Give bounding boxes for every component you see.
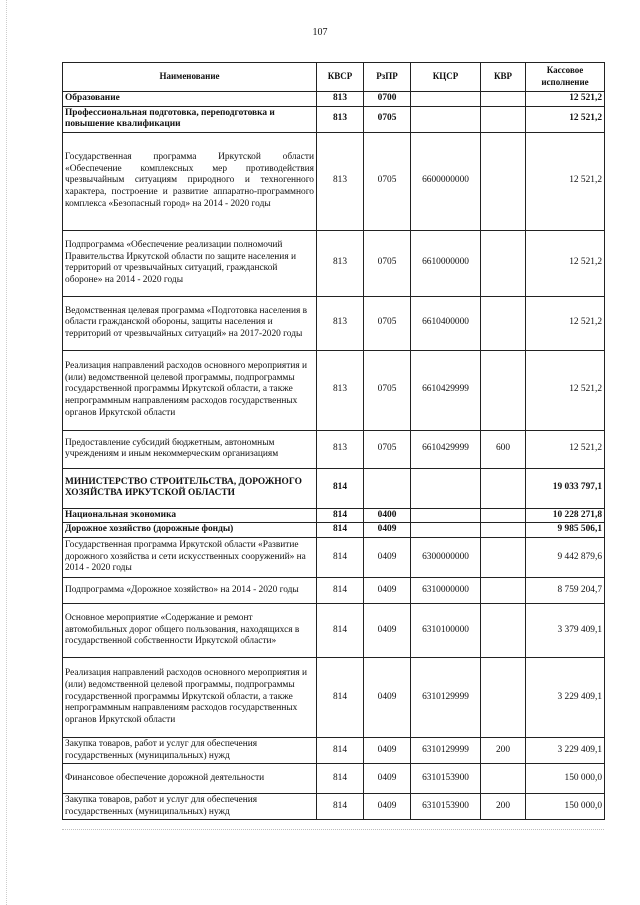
table-row [63, 468, 605, 508]
row-name: Основное мероприятие «Содержание и ремонт автомобильных дорог общего пользования, находящихся в государственной собственности Иркутской области» [63, 603, 317, 657]
row-kvr [481, 603, 526, 657]
row-kvsr: 813 [317, 430, 364, 468]
row-kcsr: 6310100000 [411, 603, 481, 657]
row-name: Подпрограмма «Дорожное хозяйство» на 2014 - 2020 годы [63, 577, 317, 603]
row-kvsr: 814 [317, 794, 364, 820]
row-kvsr: 813 [317, 92, 364, 107]
table-row [63, 132, 605, 230]
table-row [63, 764, 605, 794]
row-kcsr: 6600000000 [411, 132, 481, 230]
row-kcsr: 6610429999 [411, 430, 481, 468]
row-kvsr: 814 [317, 764, 364, 794]
row-name: Предоставление субсидий бюджетным, автономным учреждениям и иным некоммерческим организациям [63, 430, 317, 468]
budget-table [62, 62, 605, 820]
row-kvsr: 813 [317, 106, 364, 132]
row-amount: 19 033 797,1 [526, 468, 605, 508]
row-kvsr: 814 [317, 603, 364, 657]
header-name: Наименование [63, 63, 317, 92]
row-kvr: 200 [481, 737, 526, 763]
row-rzpr: 0409 [364, 537, 411, 577]
row-kcsr [411, 508, 481, 523]
table-row [63, 92, 605, 107]
row-amount: 3 229 409,1 [526, 657, 605, 737]
row-amount: 12 521,2 [526, 430, 605, 468]
row-amount: 12 521,2 [526, 296, 605, 350]
row-rzpr: 0409 [364, 523, 411, 538]
row-rzpr: 0705 [364, 230, 411, 296]
row-kvsr: 814 [317, 523, 364, 538]
row-name: Государственная программа Иркутской области «Обеспечение комплексных мер противодействия чрезвычайным ситуациям природного и техногенного характера, построение и развитие аппаратно-программного комплекса «Безопасный город» на 2014 - 2020 годы [63, 132, 317, 230]
row-kcsr: 6610429999 [411, 350, 481, 430]
row-kvr [481, 230, 526, 296]
header-rzpr: РзПР [364, 63, 411, 92]
table-header-row [63, 63, 605, 92]
row-kcsr [411, 523, 481, 538]
row-name: Дорожное хозяйство (дорожные фонды) [63, 523, 317, 538]
row-kvr: 600 [481, 430, 526, 468]
table-row [63, 230, 605, 296]
row-rzpr: 0705 [364, 106, 411, 132]
row-amount: 12 521,2 [526, 92, 605, 107]
row-name: Ведомственная целевая программа «Подготовка населения в области гражданской обороны, защиты населения и территорий от чрезвычайных ситуаций» на 2017-2020 годы [63, 296, 317, 350]
row-name: Подпрограмма «Обеспечение реализации полномочий Правительства Иркутской области по защите населения и территорий от чрезвычайных ситуаций, гражданской обороне» на 2014 - 2020 годы [63, 230, 317, 296]
row-kcsr [411, 92, 481, 107]
row-kvsr: 813 [317, 296, 364, 350]
row-name: Образование [63, 92, 317, 107]
row-kvr: 200 [481, 794, 526, 820]
row-kvsr: 813 [317, 230, 364, 296]
row-amount: 10 228 271,8 [526, 508, 605, 523]
row-kcsr: 6310153900 [411, 764, 481, 794]
row-kvr [481, 508, 526, 523]
row-name: Закупка товаров, работ и услуг для обеспечения государственных (муниципальных) нужд [63, 737, 317, 763]
row-rzpr: 0409 [364, 657, 411, 737]
row-rzpr: 0705 [364, 132, 411, 230]
table-row [63, 508, 605, 523]
row-kvsr: 813 [317, 350, 364, 430]
row-kcsr [411, 468, 481, 508]
row-kvsr: 813 [317, 132, 364, 230]
row-kvr [481, 523, 526, 538]
header-kvr: КВР [481, 63, 526, 92]
row-amount: 150 000,0 [526, 794, 605, 820]
row-name: Финансовое обеспечение дорожной деятельности [63, 764, 317, 794]
row-rzpr: 0409 [364, 603, 411, 657]
row-kvr [481, 296, 526, 350]
row-rzpr: 0400 [364, 508, 411, 523]
row-amount: 12 521,2 [526, 132, 605, 230]
row-kvr [481, 537, 526, 577]
row-kvsr: 814 [317, 657, 364, 737]
row-kcsr: 6610000000 [411, 230, 481, 296]
row-amount: 12 521,2 [526, 350, 605, 430]
row-amount: 150 000,0 [526, 764, 605, 794]
row-name: Реализация направлений расходов основного мероприятия и (или) ведомственной целевой программы, подпрограммы государственной программы Иркутской области, а также непрограммным направлениям расходов государственных органов Иркутской области [63, 657, 317, 737]
row-kvsr: 814 [317, 537, 364, 577]
table-row [63, 106, 605, 132]
row-name: МИНИСТЕРСТВО СТРОИТЕЛЬСТВА, ДОРОЖНОГО ХОЗЯЙСТВА ИРКУТСКОЙ ОБЛАСТИ [63, 468, 317, 508]
row-kcsr: 6310153900 [411, 794, 481, 820]
row-kvr [481, 92, 526, 107]
table-row [63, 603, 605, 657]
row-rzpr: 0409 [364, 794, 411, 820]
row-kvsr: 814 [317, 737, 364, 763]
table-row [63, 577, 605, 603]
table-row [63, 430, 605, 468]
row-kcsr: 6310129999 [411, 657, 481, 737]
row-kvr [481, 577, 526, 603]
row-kvsr: 814 [317, 508, 364, 523]
row-rzpr: 0700 [364, 92, 411, 107]
row-kvr [481, 657, 526, 737]
row-kvsr: 814 [317, 577, 364, 603]
row-amount: 8 759 204,7 [526, 577, 605, 603]
row-kvsr: 814 [317, 468, 364, 508]
row-rzpr: 0409 [364, 764, 411, 794]
table-row [63, 296, 605, 350]
row-amount: 3 379 409,1 [526, 603, 605, 657]
row-name: Профессиональная подготовка, переподготовка и повышение квалификации [63, 106, 317, 132]
header-kvsr: КВСР [317, 63, 364, 92]
scan-edge-line [6, 0, 7, 905]
row-name: Закупка товаров, работ и услуг для обеспечения государственных (муниципальных) нужд [63, 794, 317, 820]
page-number: 107 [312, 27, 328, 38]
row-kvr [481, 350, 526, 430]
row-kvr [481, 106, 526, 132]
row-amount: 3 229 409,1 [526, 737, 605, 763]
row-amount: 12 521,2 [526, 106, 605, 132]
row-amount: 9 442 879,6 [526, 537, 605, 577]
table-row [63, 350, 605, 430]
bottom-scan-line [62, 829, 604, 830]
table-row [63, 737, 605, 763]
row-kvr [481, 764, 526, 794]
row-kcsr [411, 106, 481, 132]
row-kvr [481, 132, 526, 230]
row-rzpr: 0409 [364, 737, 411, 763]
header-amount: Кассовое исполнение [526, 63, 605, 92]
row-kcsr: 6310000000 [411, 577, 481, 603]
row-rzpr: 0705 [364, 350, 411, 430]
header-kcsr: КЦСР [411, 63, 481, 92]
table-row [63, 523, 605, 538]
row-kvr [481, 468, 526, 508]
table-row [63, 537, 605, 577]
row-rzpr: 0705 [364, 296, 411, 350]
row-kcsr: 6310129999 [411, 737, 481, 763]
table-row [63, 794, 605, 820]
row-rzpr: 0409 [364, 577, 411, 603]
row-kcsr: 6300000000 [411, 537, 481, 577]
row-rzpr [364, 468, 411, 508]
row-amount: 9 985 506,1 [526, 523, 605, 538]
row-name: Реализация направлений расходов основного мероприятия и (или) ведомственной целевой программы, подпрограммы государственной программы Иркутской области, а также непрограммным направлениям расходов государственных органов Иркутской области [63, 350, 317, 430]
table-row [63, 657, 605, 737]
row-amount: 12 521,2 [526, 230, 605, 296]
row-name: Государственная программа Иркутской области «Развитие дорожного хозяйства и сети искусственных сооружений» на 2014 - 2020 годы [63, 537, 317, 577]
row-rzpr: 0705 [364, 430, 411, 468]
row-kcsr: 6610400000 [411, 296, 481, 350]
row-name: Национальная экономика [63, 508, 317, 523]
